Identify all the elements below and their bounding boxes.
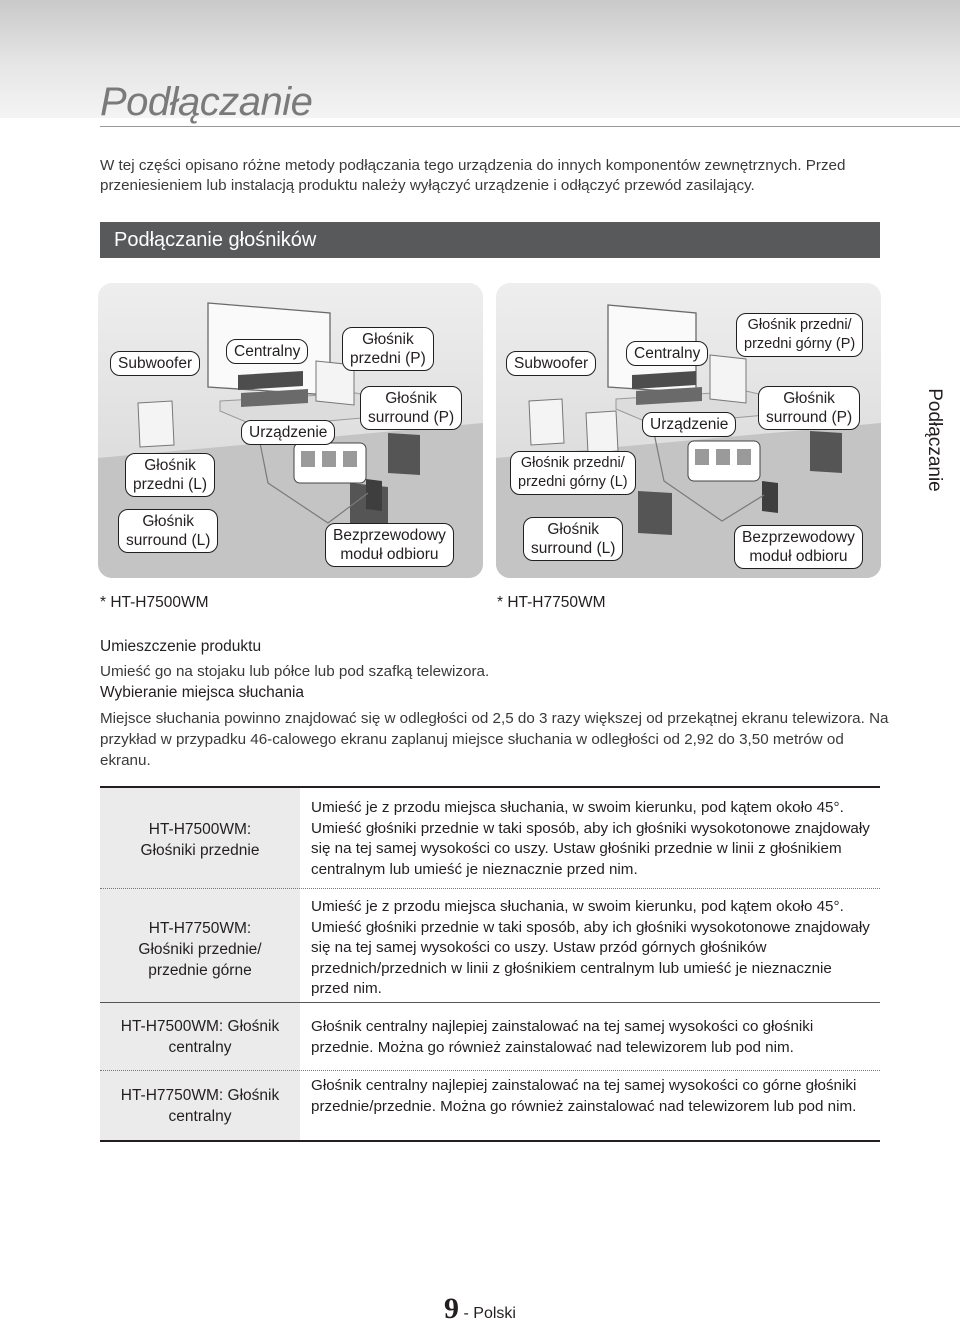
- table-row-divider: [100, 1070, 880, 1071]
- page-footer: [0, 1292, 960, 1326]
- header-divider: [100, 126, 960, 127]
- listening-text: Miejsce słuchania powinno znajdować się w odległości od 2,5 do 3 razy większej od przekątnej ekranu telewizora. Na przykład w przypadku 46-calowego ekranu zaplanuj miejsce słuchania w odległości od 2,92 do 3,50 metrów od ekranu.: [100, 710, 889, 769]
- label-front-left: Głośnik przedni/ przedni górny (L): [510, 451, 636, 495]
- speaker-layout-diagram-right: [496, 283, 881, 578]
- table-row-label: HT-H7750WM: Głośnik centralny: [120, 1087, 280, 1125]
- table-row-text: Umieść je z przodu miejsca słuchania, w swoim kierunku, pod kątem około 45°. Umieść głośniki przednie w taki sposób, aby ich głośniki wysokotonowe znajdowały się na tej samej wysokości co uszy. Ustaw przód górnych głośników przednich/przednich w linii z głośnikiem centralnym lub umieść je nieznacznie przed nim.: [311, 898, 870, 997]
- table-row-text: Umieść je z przodu miejsca słuchania, w swoim kierunku, pod kątem około 45°. Umieść głośniki przednie w taki sposób, aby ich głośniki wysokotonowe znajdowały się na tej samej wysokości co uszy. Ustaw głośniki przednie w linii z głośnikiem centralnym lub umieść je nieznacznie przed nim.: [311, 799, 870, 878]
- surround-right-speaker: [810, 431, 842, 473]
- label-center: Centralny: [226, 339, 308, 364]
- label-front-right: Głośnik przedni (P): [342, 327, 434, 371]
- label-wireless-module: Bezprzewodowy moduł odbioru: [325, 523, 454, 567]
- page-language: - Polski: [463, 1305, 516, 1322]
- subwoofer-speaker: [529, 399, 564, 445]
- label-surround-right: Głośnik surround (P): [758, 386, 860, 430]
- label-wireless-module: Bezprzewodowy moduł odbioru: [734, 525, 863, 569]
- table-row-text: Głośnik centralny najlepiej zainstalować na tej samej wysokości co górne głośniki przednie/przednie. Można go również zainstalować nad telewizorem lub pod nim.: [311, 1077, 857, 1115]
- wireless-module: [762, 481, 778, 513]
- placement-heading: Umieszczenie produktu: [100, 638, 262, 655]
- label-subwoofer: Subwoofer: [506, 351, 596, 376]
- table-row-label: HT-H7500WM: Głośnik centralny: [120, 1018, 280, 1056]
- model-label-right: * HT-H7750WM: [497, 594, 606, 611]
- side-tab-label: Podłączanie: [924, 388, 945, 492]
- table-bottom-border: [100, 1140, 880, 1142]
- label-subwoofer: Subwoofer: [110, 351, 200, 376]
- placement-text: Umieść go na stojaku lub półce lub pod szafką telewizora.: [100, 663, 490, 680]
- speaker-placement-table: [100, 786, 880, 1142]
- surround-left-speaker: [638, 491, 672, 535]
- section-heading: Podłączanie głośników: [100, 222, 880, 258]
- model-label-left: * HT-H7500WM: [100, 594, 209, 611]
- label-surround-left: Głośnik surround (L): [118, 509, 218, 553]
- intro-paragraph: W tej części opisano różne metody podłączania tego urządzenia do innych komponentów zewnętrznych. Przed przeniesieniem lub instalacją produktu należy wyłączyć urządzenie i odłączyć przewód zasilający.: [100, 157, 846, 194]
- page-title: Podłączanie: [100, 80, 313, 124]
- label-surround-left: Głośnik surround (L): [523, 517, 623, 561]
- table-row-label: HT-H7500WM: Głośniki przednie: [140, 821, 260, 859]
- table-top-border: [100, 786, 880, 788]
- table-row-text: Głośnik centralny najlepiej zainstalować na tej samej wysokości co głośniki przednie. Można go również zainstalować nad telewizorem lub pod nim.: [311, 1018, 814, 1056]
- surround-right-speaker: [388, 433, 420, 475]
- label-surround-right: Głośnik surround (P): [360, 386, 462, 430]
- speaker-layout-diagram-left: [98, 283, 483, 578]
- page-number: 9: [444, 1292, 460, 1325]
- label-center: Centralny: [626, 341, 708, 366]
- wireless-module: [366, 479, 382, 511]
- subwoofer-speaker: [138, 401, 174, 447]
- label-unit: Urządzenie: [241, 420, 335, 445]
- listening-heading: Wybieranie miejsca słuchania: [100, 684, 305, 701]
- front-right-speaker: [710, 355, 746, 403]
- front-left-speaker: [586, 411, 618, 453]
- label-unit: Urządzenie: [642, 412, 736, 437]
- label-front-right: Głośnik przedni/ przedni górny (P): [736, 313, 863, 357]
- label-front-left: Głośnik przedni (L): [125, 453, 215, 497]
- table-row-divider: [100, 1002, 880, 1003]
- table-row-label: HT-H7750WM: Głośniki przednie/ przednie górne: [138, 920, 262, 979]
- table-row-divider: [100, 888, 880, 889]
